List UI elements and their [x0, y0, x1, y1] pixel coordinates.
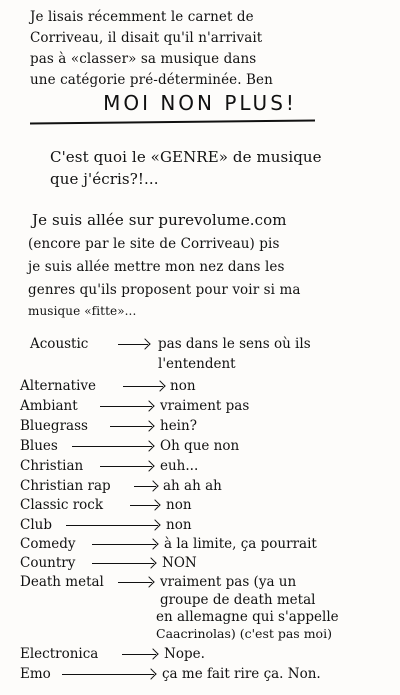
story-line-4: genres qu'ils proposent pour voir si ma [28, 282, 301, 298]
genre-name: Blues [20, 438, 58, 454]
genre-row-death-metal [20, 574, 297, 591]
genre-row-bluegrass [20, 418, 197, 435]
arrow-icon [100, 466, 152, 467]
genre-answer-continuation: groupe de death metal [160, 592, 316, 608]
intro-line-4: une catégorie pré-déterminée. Ben [30, 72, 273, 88]
genre-answer-continuation: Caacrinolas) (c'est pas moi) [156, 626, 332, 641]
genre-answer: non [166, 497, 192, 513]
genre-name: Death metal [20, 574, 104, 590]
intro-line-2: Corriveau, il disait qu'il n'arrivait [30, 30, 263, 46]
arrow-icon [110, 426, 152, 427]
genre-answer: non [166, 517, 192, 533]
genre-answer: hein? [160, 418, 197, 434]
genre-row-club [20, 517, 192, 534]
genre-answer: à la limite, ça pourrait [164, 536, 317, 552]
arrow-icon [130, 505, 158, 506]
genre-name: Classic rock [20, 497, 104, 513]
genre-row-alternative [20, 378, 196, 395]
genre-row-country [20, 555, 197, 572]
genre-row-ambiant [20, 398, 250, 415]
arrow-icon [92, 544, 156, 545]
genre-name: Electronica [20, 646, 99, 662]
genre-answer: vraiment pas (ya un [160, 574, 297, 590]
genre-answer: euh... [160, 458, 199, 474]
arrow-icon [122, 654, 156, 655]
genre-row-emo [20, 666, 321, 683]
genre-name: Acoustic [30, 336, 89, 352]
genre-row-classic-rock [20, 497, 192, 514]
question-line-2: que j'écris?!... [50, 170, 159, 188]
genre-answer: pas dans le sens où ils [158, 336, 311, 352]
genre-answer: NON [162, 555, 197, 571]
intro-line-3: pas à «classer» sa musique dans [30, 51, 257, 67]
genre-name: Ambiant [20, 398, 78, 414]
page-title: MOI NON PLUS! [103, 91, 297, 115]
genre-answer: ça me fait rire ça. Non. [162, 666, 321, 682]
arrow-icon [123, 386, 163, 387]
genre-name: Club [20, 517, 52, 533]
genre-answer: Oh que non [160, 438, 240, 454]
genre-row-christian-rap [20, 478, 222, 495]
arrow-icon [100, 406, 152, 407]
genre-answer-continuation: en allemagne qui s'appelle [156, 609, 339, 625]
arrow-icon [66, 525, 158, 526]
story-line-1: Je suis allée sur purevolume.com [32, 211, 287, 229]
genre-name: Comedy [20, 536, 76, 552]
genre-answer: ah ah ah [163, 478, 222, 494]
genre-answer-continuation: l'entendent [158, 356, 236, 372]
arrow-icon [134, 486, 156, 487]
genre-name: Alternative [20, 378, 97, 394]
genre-row-acoustic [30, 336, 311, 353]
genre-row-comedy [20, 536, 317, 553]
story-line-3: je suis allée mettre mon nez dans les [28, 259, 285, 275]
genre-name: Country [20, 555, 76, 571]
genre-answer: Nope. [164, 646, 205, 662]
genre-name: Bluegrass [20, 418, 88, 434]
arrow-icon [62, 674, 154, 675]
genre-name: Christian [20, 458, 84, 474]
genre-row-electronica [20, 646, 205, 663]
question-line-1: C'est quoi le «GENRE» de musique [50, 148, 322, 166]
arrow-icon [92, 563, 154, 564]
story-line-2: (encore par le site de Corriveau) pis [28, 236, 280, 252]
genre-row-christian [20, 458, 199, 475]
arrow-icon [72, 446, 152, 447]
arrow-icon [118, 582, 152, 583]
genre-row-blues [20, 438, 240, 455]
genre-answer: vraiment pas [160, 398, 250, 414]
intro-line-1: Je lisais récemment le carnet de [30, 9, 254, 25]
genre-answer: non [170, 378, 196, 394]
genre-name: Christian rap [20, 478, 111, 494]
genre-name: Emo [20, 666, 51, 682]
story-line-5: musique «fitte»... [28, 304, 137, 318]
arrow-icon [118, 344, 148, 345]
title-underline [30, 120, 315, 125]
